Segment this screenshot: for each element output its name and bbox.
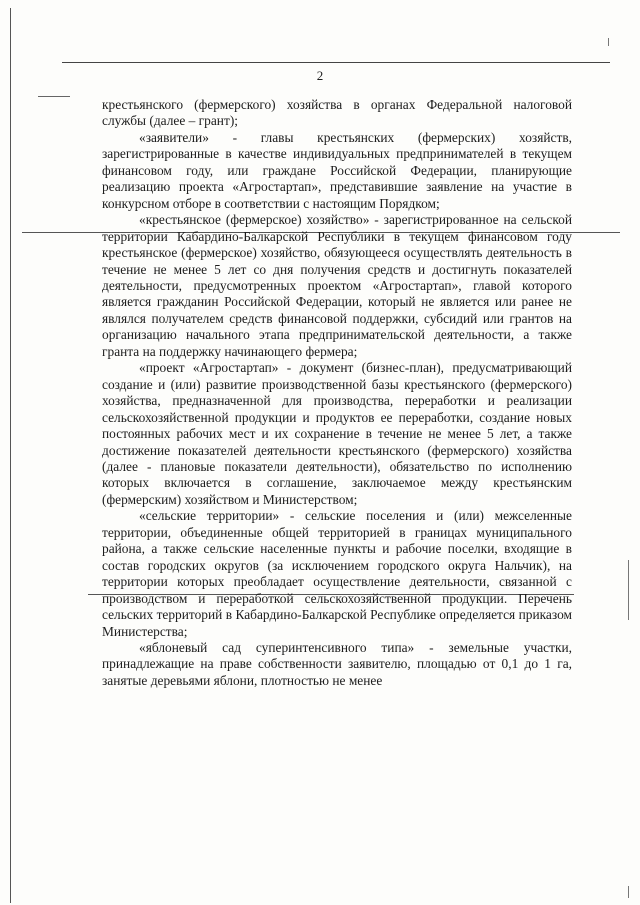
paragraph-farm-definition: «крестьянское (фермерское) хозяйство» - зарегистрированное на сельской территории Кабардино-Балкарской Республики в текущем финансовом году крестьянское (фермерское) хозяйство, обязующееся осуществлять деятельность в течение не менее 5 лет со дня получения средств и достигнуть показателей деятельности, предусмотренных проектом «Агростартап», главой которого является гражданин Российской Федерации, который не является или ранее не являлся получателем средств финансовой поддержки, субсидий или грантов на организацию начального этапа предпринимательской деятельности, а также гранта на поддержку начинающего фермера; xyxy=(102,212,572,359)
paragraph-apple-orchard-definition: «яблоневый сад суперинтенсивного типа» - земельные участки, принадлежащие на праве собственности заявителю, площадью от 0,1 до 1 га, занятые деревьями яблони, плотностью не менее xyxy=(102,639,572,688)
paragraph-rural-territories-definition: «сельские территории» - сельские поселения и (или) межселенные территории, объединенные общей территорией в границах муниципального района, а также сельские населенные пункты и рабочие поселки, входящие в состав городских округов (за исключением городского округа Нальчик), на территории которых преобладает осуществление деятельности, связанной с производством и переработкой сельскохозяйственной продукции. Перечень сельских территорий в Кабардино-Балкарской Республике определяется приказом Министерства; xyxy=(102,508,572,639)
scan-artifact-right-edge xyxy=(628,560,629,620)
scan-artifact-bottom-tick xyxy=(628,886,629,898)
scan-artifact-left-edge xyxy=(10,8,11,903)
scan-artifact-right-tick xyxy=(608,38,609,46)
paragraph-agrostartap-project-definition: «проект «Агростартап» - документ (бизнес-план), предусматривающий создание и (или) развитие производственной базы крестьянского (фермерского) хозяйства, предназначенной для производства, переработки и реализации сельскохозяйственной продукции и продуктов ее переработки, создание новых постоянных рабочих мест и их сохранение в течение не менее 5 лет, а также достижение показателей деятельности крестьянского (фермерского) хозяйства (далее - плановые показатели деятельности), обязательство по исполнению которых включается в соглашение, заключаемое между крестьянским (фермерским) хозяйством и Министерством; xyxy=(102,360,572,507)
scan-artifact-top-rule xyxy=(62,62,610,63)
scan-artifact-left-dash xyxy=(38,96,70,97)
page-number: 2 xyxy=(316,68,324,83)
document-body xyxy=(102,97,572,689)
paragraph-applicants-definition: «заявители» - главы крестьянских (фермерских) хозяйств, зарегистрированные в качестве индивидуальных предпринимателей в текущем финансовом году, или граждане Российской Федерации, планирующие реализацию проекта «Агростартап», представившие заявление на участие в конкурсном отборе в соответствии с настоящим Порядком; xyxy=(102,129,572,211)
paragraph-grant-definition-end: крестьянского (фермерского) хозяйства в органах Федеральной налоговой службы (далее – грант); xyxy=(102,97,572,129)
